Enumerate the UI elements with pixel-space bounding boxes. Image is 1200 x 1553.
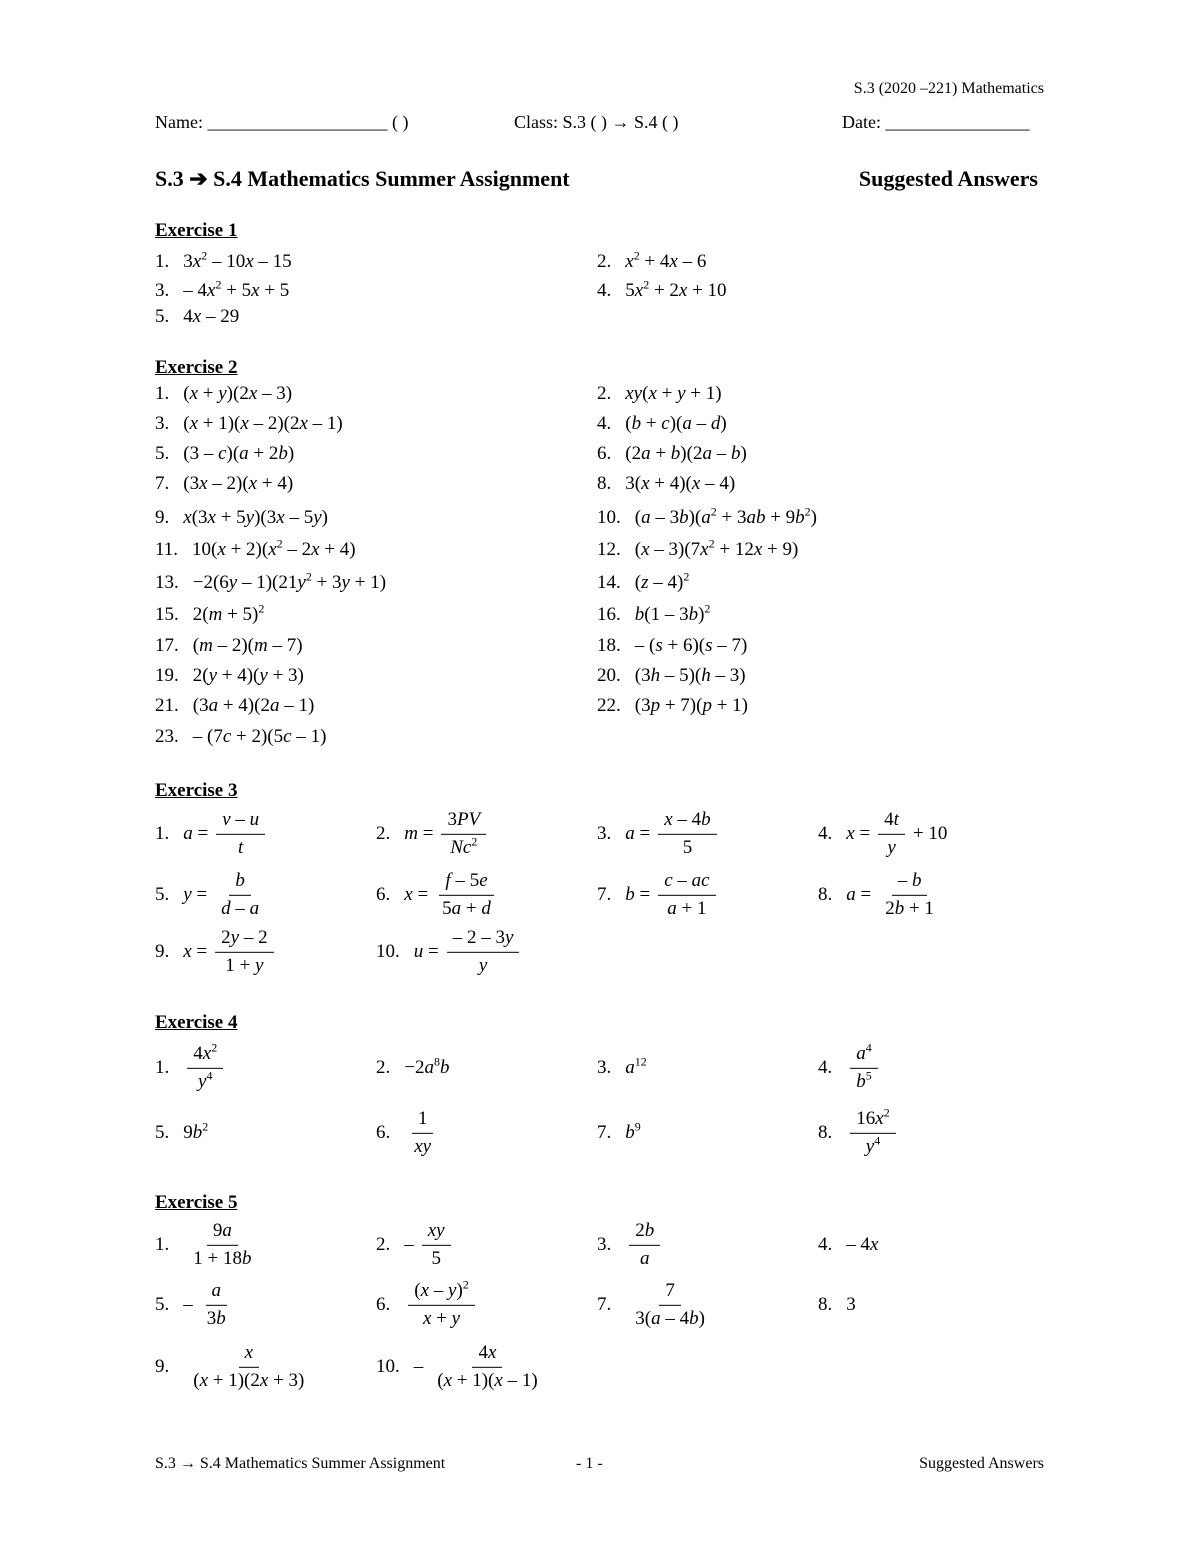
exercise-2-answer-20 <box>597 665 746 687</box>
exercise-3-answer-10 <box>376 926 523 978</box>
item-number: 6. <box>597 443 612 464</box>
item-number: 5. <box>155 1294 170 1315</box>
exercise-2-answer-15 <box>155 601 265 626</box>
exercise-2-answer-19 <box>155 665 304 687</box>
denominator: 2b + 1 <box>885 897 934 919</box>
fraction <box>408 1279 475 1331</box>
exercise-3-answer-8 <box>818 869 944 921</box>
item-number: 22. <box>597 695 621 716</box>
expression: $b^9$ <box>625 1119 641 1143</box>
expression: $10(x + 2)(x^2 - 2x + 4)$ <box>192 536 356 560</box>
fraction <box>629 1219 660 1271</box>
denominator: (x + 1)(2x + 3) <box>193 1369 305 1391</box>
numerator: a <box>206 1279 228 1306</box>
numerator: 7 <box>659 1279 681 1306</box>
expression: 3 <box>846 1294 856 1315</box>
exercise-5-answer-3 <box>597 1219 664 1271</box>
expression: (3x – 2)(x + 4) <box>183 473 294 494</box>
fraction <box>441 808 486 860</box>
exercise-1-answer-2 <box>597 248 707 273</box>
expression-prefix: m = <box>404 823 434 844</box>
item-number: 17. <box>155 635 179 656</box>
expression-prefix: x = <box>846 823 871 844</box>
exercise-2-answer-2 <box>597 383 722 405</box>
expression-prefix: u = <box>413 941 439 962</box>
expression: – 4x <box>846 1234 879 1255</box>
expression: (3a + 4)(2a – 1) <box>192 695 315 716</box>
expression: $x^2 + 4x - 6$ <box>625 248 707 272</box>
expression-prefix: a = <box>846 884 872 905</box>
exercise-5-answer-1 <box>155 1219 261 1271</box>
expression: $(x - 3)(7x^2 + 12x + 9)$ <box>634 536 799 560</box>
item-number: 4. <box>818 1057 833 1078</box>
expression-suffix: + 10 <box>912 823 948 844</box>
numerator: $16x^2$ <box>850 1107 895 1134</box>
item-number: 3. <box>155 413 170 434</box>
expression: (3 – c)(a + 2b) <box>183 443 295 464</box>
numerator: x – 4b <box>658 808 716 835</box>
item-number: 9. <box>155 507 170 528</box>
fraction <box>187 1219 257 1271</box>
item-number: 5. <box>155 1122 170 1143</box>
exercise-5-answer-6 <box>376 1279 479 1331</box>
expression: $-2a^8b$ <box>404 1054 450 1078</box>
exercise-4-answer-7 <box>597 1119 641 1144</box>
item-number: 6. <box>376 1294 391 1315</box>
exercise-4-answer-8 <box>818 1107 900 1159</box>
fraction <box>658 869 715 921</box>
denominator: (x + 1)(x – 1) <box>437 1369 538 1391</box>
numerator: – b <box>892 869 928 896</box>
numerator: – 2 – 3y <box>447 926 520 953</box>
expression-prefix: – <box>413 1356 424 1377</box>
item-number: 2. <box>376 823 391 844</box>
numerator: v – u <box>216 808 265 835</box>
denominator: 5 <box>431 1247 441 1269</box>
exercise-3-heading: Exercise 3 <box>155 780 238 801</box>
exercise-5-answer-10 <box>376 1341 548 1393</box>
numerator: xy <box>422 1219 451 1246</box>
page-number: - 1 - <box>576 1455 603 1472</box>
exercise-4-answer-5 <box>155 1119 209 1144</box>
denominator: a <box>640 1247 650 1269</box>
item-number: 1. <box>155 1057 170 1078</box>
exercise-2-answer-13 <box>155 569 387 594</box>
numerator: 3PV <box>441 808 486 835</box>
numerator: 2y – 2 <box>215 926 273 953</box>
exercise-2-answer-7 <box>155 473 293 495</box>
expression: (x + y)(2x – 3) <box>183 383 293 404</box>
expression: $2(m + 5)^2$ <box>192 601 265 625</box>
item-number: 2. <box>376 1057 391 1078</box>
fraction <box>447 926 520 978</box>
item-number: 19. <box>155 665 179 686</box>
item-number: 23. <box>155 726 179 747</box>
denominator: y <box>887 836 896 858</box>
exercise-3-answer-1 <box>155 808 269 860</box>
fraction <box>422 1219 451 1271</box>
fraction <box>431 1341 543 1393</box>
item-number: 7. <box>155 473 170 494</box>
item-number: 8. <box>818 1294 833 1315</box>
item-number: 15. <box>155 604 179 625</box>
expression: 2(y + 4)(y + 3) <box>192 665 304 686</box>
item-number: 12. <box>597 539 621 560</box>
class-field: Class: S.3 ( ) → S.4 ( ) <box>514 112 679 132</box>
expression: 4x – 29 <box>183 306 240 327</box>
fraction <box>216 808 265 860</box>
expression-prefix: y = <box>183 884 208 905</box>
exercise-5-answer-7 <box>597 1279 715 1331</box>
denominator: d – a <box>221 897 260 919</box>
fraction <box>850 1107 895 1159</box>
item-number: 5. <box>155 884 170 905</box>
date-field: Date: ________________ <box>842 112 1030 132</box>
expression: (m – 2)(m – 7) <box>192 635 303 656</box>
exercise-3-answer-3 <box>597 808 721 860</box>
item-number: 2. <box>597 251 612 272</box>
numerator: 9a <box>207 1219 238 1246</box>
denominator: t <box>238 836 244 858</box>
denominator: x + y <box>422 1307 461 1329</box>
exercise-2-answer-14 <box>597 569 690 594</box>
exercise-1-answer-5 <box>155 306 239 328</box>
item-number: 2. <box>376 1234 391 1255</box>
item-number: 6. <box>376 884 391 905</box>
item-number: 3. <box>597 1234 612 1255</box>
exercise-4-answer-1 <box>155 1042 227 1094</box>
page-title: S.3 ➔ S.4 Mathematics Summer Assignment <box>155 166 570 191</box>
numerator: (x – y)$^2$ <box>408 1279 475 1306</box>
exercise-2-heading: Exercise 2 <box>155 357 238 378</box>
expression-prefix: x = <box>404 884 429 905</box>
expression: $3x^2 - 10x - 15$ <box>183 248 292 272</box>
numerator: 4t <box>878 808 905 835</box>
exercise-4-answer-4 <box>818 1042 882 1094</box>
item-number: 2. <box>597 383 612 404</box>
exercise-2-answer-17 <box>155 635 303 657</box>
fraction <box>629 1279 711 1331</box>
denominator: Nc$^2$ <box>450 834 478 858</box>
exercise-4-answer-3 <box>597 1054 647 1079</box>
expression: (z – 4)$^2$ <box>634 569 690 593</box>
item-number: 11. <box>155 539 179 560</box>
fraction <box>850 1042 878 1094</box>
exercise-4-answer-6 <box>376 1107 441 1159</box>
expression: $-2(6y - 1)(21y^2 + 3y + 1)$ <box>192 569 387 593</box>
item-number: 18. <box>597 635 621 656</box>
exercise-5-answer-4 <box>818 1234 878 1256</box>
expression: $5x^2 + 2x + 10$ <box>625 277 727 301</box>
numerator: 4x <box>472 1341 502 1368</box>
exercise-2-answer-3 <box>155 413 343 435</box>
item-number: 7. <box>597 884 612 905</box>
exercise-1-answer-4 <box>597 277 727 302</box>
expression-prefix: x = <box>183 941 208 962</box>
denominator: 3b <box>206 1307 226 1329</box>
exercise-1-answer-1 <box>155 248 292 273</box>
expression: 3(x + 4)(x – 4) <box>625 473 736 494</box>
exercise-2-answer-11 <box>155 536 356 561</box>
item-number: 14. <box>597 572 621 593</box>
expression: (x + 1)(x – 2)(2x – 1) <box>183 413 343 434</box>
exercise-3-answer-5 <box>155 869 269 921</box>
exercise-2-answer-16 <box>597 601 711 626</box>
exercise-4-answer-2 <box>376 1054 450 1079</box>
exercise-2-answer-23 <box>155 726 326 748</box>
denominator: y <box>478 954 488 976</box>
item-number: 13. <box>155 572 179 593</box>
expression: (3h – 5)(h – 3) <box>634 665 746 686</box>
exercise-3-answer-7 <box>597 869 720 921</box>
exercise-2-answer-21 <box>155 695 314 717</box>
expression-prefix: – <box>404 1234 414 1255</box>
numerator: b <box>229 869 251 896</box>
exercise-3-answer-2 <box>376 808 490 860</box>
exercise-2-answer-18 <box>597 635 747 657</box>
expression: – (7c + 2)(5c – 1) <box>192 726 327 747</box>
numerator: $a^4$ <box>850 1042 878 1069</box>
item-number: 9. <box>155 1356 170 1377</box>
item-number: 4. <box>818 1234 833 1255</box>
item-number: 7. <box>597 1122 612 1143</box>
expression: x(3x + 5y)(3x – 5y) <box>183 507 328 528</box>
fraction <box>658 808 716 860</box>
item-number: 21. <box>155 695 179 716</box>
denominator: xy <box>414 1135 432 1157</box>
numerator: $4x^2$ <box>187 1042 223 1069</box>
item-number: 16. <box>597 604 621 625</box>
item-number: 5. <box>155 306 170 327</box>
item-number: 3. <box>597 1057 612 1078</box>
footer-right: Suggested Answers <box>919 1455 1044 1472</box>
expression: (b + c)(a – d) <box>625 413 727 434</box>
exercise-2-answer-22 <box>597 695 748 717</box>
exercise-4-heading: Exercise 4 <box>155 1012 238 1033</box>
denominator: a + 1 <box>667 897 707 919</box>
expression-prefix: a = <box>625 823 651 844</box>
item-number: 10. <box>597 507 621 528</box>
expression: b(1 – 3b)$^2$ <box>634 601 711 625</box>
exercise-2-answer-10 <box>597 504 817 529</box>
numerator: 1 <box>412 1107 434 1134</box>
name-field: Name: ____________________ ( ) <box>155 112 409 132</box>
course-label: S.3 (2020 –221) Mathematics <box>853 80 1044 97</box>
exercise-5-answer-5 <box>155 1279 236 1331</box>
item-number: 5. <box>155 443 170 464</box>
fraction <box>187 1341 310 1393</box>
fraction <box>201 1279 232 1331</box>
item-number: 8. <box>818 884 833 905</box>
expression: (3p + 7)(p + 1) <box>634 695 748 716</box>
item-number: 4. <box>818 823 833 844</box>
exercise-2-answer-1 <box>155 383 292 405</box>
denominator: 3(a – 4b) <box>635 1307 705 1329</box>
fraction <box>879 869 940 921</box>
item-number: 1. <box>155 823 170 844</box>
item-number: 1. <box>155 251 170 272</box>
exercise-3-answer-4 <box>818 808 947 860</box>
fraction <box>215 869 265 921</box>
denominator: 5a + d <box>442 897 491 919</box>
item-number: 1. <box>155 1234 170 1255</box>
denominator: 1 + y <box>225 954 264 976</box>
item-number: 7. <box>597 1294 612 1315</box>
denominator: 1 + 18b <box>193 1247 252 1269</box>
item-number: 4. <box>597 413 612 434</box>
expression: xy(x + y + 1) <box>625 383 722 404</box>
expression: $(a - 3b)(a^2 + 3ab + 9b^2)$ <box>634 504 817 528</box>
fraction <box>187 1042 223 1094</box>
expression: – $4x^2 + 5x + 5$ <box>183 277 290 301</box>
fraction <box>878 808 905 860</box>
item-number: 8. <box>597 473 612 494</box>
page-subtitle: Suggested Answers <box>858 166 1038 191</box>
item-number: 8. <box>818 1122 833 1143</box>
expression-prefix: a = <box>183 823 209 844</box>
item-number: 3. <box>597 823 612 844</box>
exercise-2-answer-5 <box>155 443 294 465</box>
exercise-5-answer-8 <box>818 1294 856 1316</box>
exercise-5-heading: Exercise 5 <box>155 1192 238 1213</box>
denominator: $y^4$ <box>198 1068 213 1092</box>
exercise-2-answer-9 <box>155 507 328 529</box>
item-number: 10. <box>376 1356 400 1377</box>
exercise-5-answer-9 <box>155 1341 314 1393</box>
item-number: 3. <box>155 280 170 301</box>
exercise-3-answer-9 <box>155 926 278 978</box>
denominator: 5 <box>682 836 693 858</box>
exercise-2-answer-8 <box>597 473 735 495</box>
item-number: 9. <box>155 941 170 962</box>
expression: $a^{12}$ <box>625 1054 647 1078</box>
numerator: 2b <box>629 1219 660 1246</box>
exercise-3-answer-6 <box>376 869 501 921</box>
numerator: c – ac <box>658 869 715 896</box>
fraction <box>436 869 497 921</box>
exercise-2-answer-6 <box>597 443 747 465</box>
denominator: $y^4$ <box>865 1133 881 1157</box>
exercise-5-answer-2 <box>376 1219 455 1271</box>
expression-prefix: b = <box>625 884 651 905</box>
item-number: 10. <box>376 941 400 962</box>
exercise-1-heading: Exercise 1 <box>155 220 238 241</box>
expression: (2a + b)(2a – b) <box>625 443 747 464</box>
denominator: $b^5$ <box>856 1068 872 1092</box>
fraction <box>215 926 273 978</box>
exercise-2-answer-4 <box>597 413 727 435</box>
expression: $9b^2$ <box>183 1119 209 1143</box>
numerator: x <box>239 1341 259 1368</box>
expression-prefix: – <box>183 1294 193 1315</box>
item-number: 1. <box>155 383 170 404</box>
numerator: f – 5e <box>439 869 493 896</box>
item-number: 4. <box>597 280 612 301</box>
expression: – (s + 6)(s – 7) <box>634 635 748 656</box>
exercise-1-answer-3 <box>155 277 290 302</box>
exercise-2-answer-12 <box>597 536 799 561</box>
fraction <box>408 1107 437 1159</box>
footer-left: S.3 → S.4 Mathematics Summer Assignment <box>155 1455 446 1472</box>
item-number: 20. <box>597 665 621 686</box>
item-number: 6. <box>376 1122 391 1143</box>
